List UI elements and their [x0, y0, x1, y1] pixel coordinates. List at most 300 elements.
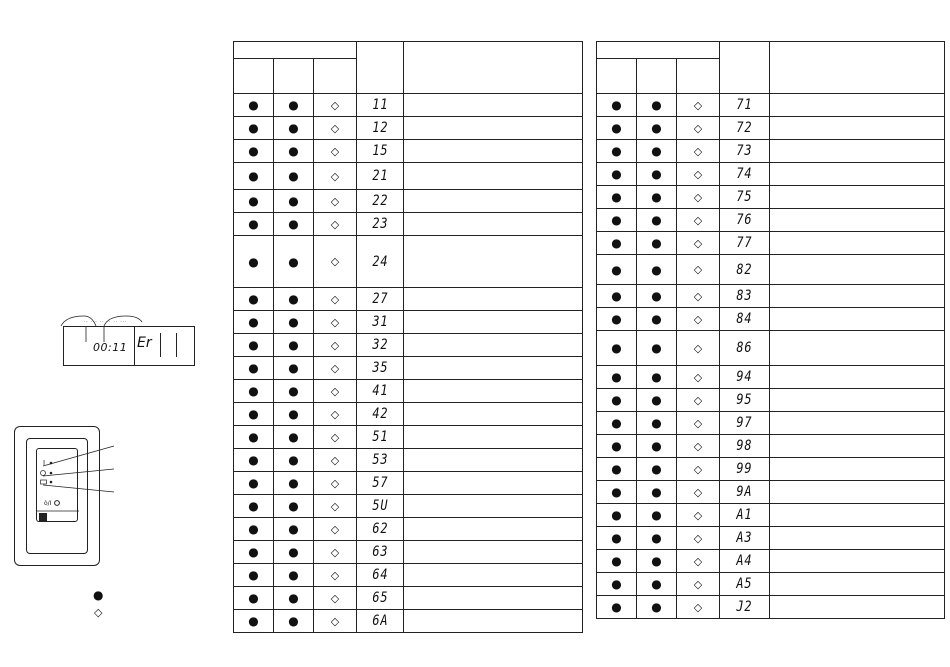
symbol-cell — [597, 186, 637, 209]
status-dot-icon: ● — [611, 98, 622, 112]
status-dot-icon: ● — [651, 312, 662, 326]
symbol-cell — [314, 163, 357, 190]
status-diamond-icon: ◇ — [330, 545, 340, 559]
status-diamond-icon: ◇ — [330, 98, 340, 112]
symbol-cell — [314, 472, 357, 495]
description-cell — [404, 495, 583, 518]
symbol-cell — [597, 527, 637, 550]
error-code: 9A — [736, 484, 753, 500]
symbol-cell — [357, 311, 404, 334]
table-body-left — [234, 42, 583, 633]
symbol-cell — [677, 255, 720, 285]
description-cell — [404, 334, 583, 357]
table-row — [597, 435, 945, 458]
error-code: 6A — [371, 613, 389, 629]
table-row — [597, 389, 945, 412]
status-dot-icon: ● — [651, 600, 662, 614]
description-cell — [770, 232, 945, 255]
symbol-cell — [274, 403, 314, 426]
status-dot-icon: ● — [651, 370, 662, 384]
symbol-cell — [274, 495, 314, 518]
symbol-cell — [274, 94, 314, 117]
status-dot-icon: ● — [248, 169, 259, 183]
status-dot-icon: ● — [611, 190, 622, 204]
table-row — [234, 190, 583, 213]
error-code: 84 — [736, 311, 753, 327]
table-row — [597, 596, 945, 619]
description-cell — [770, 94, 945, 117]
symbol-cell — [637, 94, 677, 117]
status-dot-icon: ● — [288, 315, 299, 329]
error-code: 24 — [371, 253, 389, 270]
symbol-cell — [274, 541, 314, 564]
symbol-cell — [677, 232, 720, 255]
status-diamond-icon: ◇ — [693, 236, 703, 250]
symbol-cell — [637, 596, 677, 619]
symbol-cell — [677, 94, 720, 117]
table-row — [234, 140, 583, 163]
error-code: 97 — [736, 415, 753, 431]
description-cell — [404, 587, 583, 610]
status-dot-icon: ● — [248, 568, 259, 582]
symbol-cell — [274, 357, 314, 380]
table-row — [597, 186, 945, 209]
symbol-cell — [637, 458, 677, 481]
status-diamond-icon: ◇ — [330, 217, 340, 231]
description-cell — [770, 366, 945, 389]
status-dot-icon: ● — [248, 361, 259, 375]
symbol-cell — [314, 403, 357, 426]
status-dot-icon: ● — [651, 554, 662, 568]
symbol-cell — [637, 308, 677, 331]
status-dot-icon: ● — [248, 499, 259, 513]
symbol-cell — [314, 541, 357, 564]
status-dot-icon: ● — [611, 167, 622, 181]
status-dot-icon: ● — [248, 522, 259, 536]
symbol-cell — [234, 610, 274, 633]
symbol-cell — [720, 140, 770, 163]
status-dot-icon: ● — [651, 462, 662, 476]
status-diamond-icon: ◇ — [693, 144, 703, 158]
error-code: 95 — [736, 392, 753, 408]
symbol-cell — [357, 334, 404, 357]
error-code: 12 — [371, 120, 389, 136]
symbol-cell — [597, 458, 637, 481]
description-cell — [770, 573, 945, 596]
status-dot-icon: ● — [248, 430, 259, 444]
symbol-cell — [274, 311, 314, 334]
status-dot-icon: ● — [248, 194, 259, 208]
symbol-cell — [677, 117, 720, 140]
description-cell — [770, 458, 945, 481]
error-code: 31 — [371, 314, 389, 330]
table-row — [597, 458, 945, 481]
description-cell — [404, 288, 583, 311]
symbol-cell — [234, 334, 274, 357]
table-row — [597, 504, 945, 527]
status-diamond-icon: ◇ — [330, 430, 340, 444]
symbol-cell — [597, 255, 637, 285]
status-dot-icon: ● — [288, 384, 299, 398]
symbol-cell — [677, 308, 720, 331]
error-code: 76 — [736, 212, 753, 228]
symbol-cell — [357, 541, 404, 564]
symbol-cell — [234, 357, 274, 380]
symbol-cell — [314, 190, 357, 213]
symbol-cell — [234, 403, 274, 426]
symbol-cell — [314, 117, 357, 140]
table-row — [597, 117, 945, 140]
status-dot-icon: ● — [651, 98, 662, 112]
status-dot-icon: ● — [651, 262, 662, 277]
symbol-cell — [637, 550, 677, 573]
description-cell — [404, 541, 583, 564]
error-code: 73 — [736, 143, 753, 159]
status-diamond-icon: ◇ — [693, 554, 703, 568]
description-cell — [404, 117, 583, 140]
status-diamond-icon: ◇ — [330, 568, 340, 582]
symbol-cell — [357, 140, 404, 163]
status-diamond-icon: ◇ — [330, 144, 340, 158]
symbol-cell — [597, 232, 637, 255]
symbol-cell — [677, 435, 720, 458]
symbol-cell — [357, 518, 404, 541]
description-cell — [770, 163, 945, 186]
symbol-cell — [274, 334, 314, 357]
error-code: A5 — [736, 576, 753, 592]
status-diamond-icon: ◇ — [330, 453, 340, 467]
status-dot-icon: ● — [248, 614, 259, 628]
symbol-cell — [234, 426, 274, 449]
symbol-cell — [637, 389, 677, 412]
symbol-cell — [597, 366, 637, 389]
status-dot-icon: ● — [248, 338, 259, 352]
table-row — [597, 285, 945, 308]
error-code: 94 — [736, 369, 753, 385]
header-cell — [234, 59, 274, 94]
symbol-cell — [677, 140, 720, 163]
status-diamond-icon: ◇ — [693, 370, 703, 384]
status-diamond-icon: ◇ — [693, 167, 703, 181]
status-diamond-icon: ◇ — [330, 121, 340, 135]
symbol-cell — [357, 380, 404, 403]
legend-dot-icon: ● — [93, 588, 104, 602]
symbol-cell — [234, 564, 274, 587]
status-dot-icon: ● — [248, 407, 259, 421]
symbol-cell — [720, 366, 770, 389]
error-code: 82 — [736, 261, 753, 278]
symbol-cell — [720, 527, 770, 550]
table-row — [234, 94, 583, 117]
symbol-cell — [234, 190, 274, 213]
error-code: 51 — [371, 429, 389, 445]
status-diamond-icon: ◇ — [330, 169, 340, 183]
status-dot-icon: ● — [288, 121, 299, 135]
symbol-cell — [234, 117, 274, 140]
error-code: A4 — [736, 553, 753, 569]
symbol-cell — [597, 596, 637, 619]
symbol-cell — [720, 308, 770, 331]
description-cell — [404, 94, 583, 117]
error-code: 63 — [371, 544, 389, 560]
status-dot-icon: ● — [288, 476, 299, 490]
symbol-cell — [314, 213, 357, 236]
symbol-cell — [274, 117, 314, 140]
table-row — [597, 163, 945, 186]
symbol-cell — [677, 186, 720, 209]
status-dot-icon: ● — [288, 568, 299, 582]
symbol-cell — [314, 449, 357, 472]
header-description-cell — [404, 42, 583, 94]
description-cell — [770, 481, 945, 504]
description-cell — [404, 564, 583, 587]
status-dot-icon: ● — [248, 144, 259, 158]
status-dot-icon: ● — [248, 591, 259, 605]
table-row — [234, 541, 583, 564]
symbol-cell — [720, 331, 770, 366]
status-dot-icon: ● — [651, 416, 662, 430]
table-row — [597, 308, 945, 331]
status-dot-icon: ● — [288, 499, 299, 513]
status-dot-icon: ● — [651, 144, 662, 158]
description-cell — [770, 389, 945, 412]
table-row — [597, 255, 945, 285]
symbol-cell — [677, 366, 720, 389]
symbol-cell — [720, 458, 770, 481]
table-row — [234, 495, 583, 518]
status-dot-icon: ● — [288, 254, 299, 269]
table-row — [597, 366, 945, 389]
status-diamond-icon: ◇ — [330, 614, 340, 628]
table-row — [597, 140, 945, 163]
error-code: 77 — [736, 235, 753, 251]
lcd-code: 00:11 — [93, 341, 128, 354]
symbol-cell — [597, 308, 637, 331]
status-dot-icon: ● — [651, 190, 662, 204]
status-dot-icon: ● — [288, 338, 299, 352]
symbol-cell — [720, 550, 770, 573]
status-diamond-icon: ◇ — [693, 98, 703, 112]
status-dot-icon: ● — [611, 289, 622, 303]
status-dot-icon: ● — [288, 614, 299, 628]
status-dot-icon: ● — [611, 121, 622, 135]
status-diamond-icon: ◇ — [330, 361, 340, 375]
description-cell — [770, 117, 945, 140]
status-diamond-icon: ◇ — [693, 213, 703, 227]
symbol-cell — [357, 472, 404, 495]
status-dot-icon: ● — [611, 577, 622, 591]
symbol-cell — [597, 285, 637, 308]
left-panel — [0, 0, 225, 667]
status-dot-icon: ● — [611, 236, 622, 250]
error-code: 75 — [736, 189, 753, 205]
status-diamond-icon: ◇ — [693, 263, 703, 276]
status-dot-icon: ● — [651, 393, 662, 407]
symbol-cell — [234, 518, 274, 541]
description-cell — [770, 186, 945, 209]
table-row — [234, 449, 583, 472]
symbol-cell — [357, 587, 404, 610]
table-row — [597, 481, 945, 504]
symbol-cell — [597, 435, 637, 458]
lcd-display — [63, 319, 195, 366]
table-row — [234, 213, 583, 236]
header-cell — [314, 59, 357, 94]
status-diamond-icon: ◇ — [330, 292, 340, 306]
status-dot-icon: ● — [248, 217, 259, 231]
status-diamond-icon: ◇ — [693, 416, 703, 430]
description-cell — [770, 209, 945, 232]
description-cell — [770, 412, 945, 435]
description-cell — [404, 449, 583, 472]
symbol-cell — [274, 213, 314, 236]
status-dot-icon: ● — [288, 545, 299, 559]
symbol-cell — [274, 380, 314, 403]
status-diamond-icon: ◇ — [330, 522, 340, 536]
symbol-cell — [720, 596, 770, 619]
description-cell — [770, 435, 945, 458]
symbol-cell — [314, 94, 357, 117]
symbol-cell — [597, 481, 637, 504]
error-code: A1 — [736, 507, 753, 523]
symbol-cell — [677, 481, 720, 504]
description-cell — [404, 311, 583, 334]
header-group-cell — [234, 42, 357, 59]
symbol-cell — [637, 435, 677, 458]
status-diamond-icon: ◇ — [693, 531, 703, 545]
status-dot-icon: ● — [288, 217, 299, 231]
symbol-cell — [677, 285, 720, 308]
status-diamond-icon: ◇ — [693, 485, 703, 499]
error-code: 98 — [736, 438, 753, 454]
symbol-cell — [720, 285, 770, 308]
symbol-cell — [357, 449, 404, 472]
status-dot-icon: ● — [288, 453, 299, 467]
symbol-cell — [234, 163, 274, 190]
symbol-cell — [274, 472, 314, 495]
symbol-cell — [720, 435, 770, 458]
symbol-cell — [720, 412, 770, 435]
status-diamond-icon: ◇ — [693, 577, 703, 591]
symbol-cell — [357, 288, 404, 311]
symbol-cell — [637, 186, 677, 209]
table-row — [234, 564, 583, 587]
table-row — [234, 236, 583, 288]
symbol-cell — [597, 389, 637, 412]
symbol-cell — [274, 518, 314, 541]
error-code: A3 — [736, 530, 753, 546]
table-row — [597, 209, 945, 232]
symbol-cell — [720, 186, 770, 209]
symbol-cell — [677, 163, 720, 186]
symbol-cell — [637, 140, 677, 163]
symbol-cell — [274, 449, 314, 472]
lcd-error-label: Er — [137, 335, 152, 351]
status-dot-icon: ● — [611, 144, 622, 158]
status-dot-icon: ● — [288, 194, 299, 208]
symbol-cell — [314, 564, 357, 587]
symbol-cell — [720, 255, 770, 285]
symbol-cell — [677, 331, 720, 366]
symbol-cell — [357, 610, 404, 633]
description-cell — [404, 213, 583, 236]
status-diamond-icon: ◇ — [693, 121, 703, 135]
symbol-cell — [637, 232, 677, 255]
lcd-divider — [134, 327, 135, 365]
status-dot-icon: ● — [611, 485, 622, 499]
table-row — [234, 426, 583, 449]
table-row — [234, 163, 583, 190]
symbol-cell — [637, 527, 677, 550]
symbol-cell — [637, 285, 677, 308]
description-cell — [770, 285, 945, 308]
status-dot-icon: ● — [611, 213, 622, 227]
description-cell — [770, 550, 945, 573]
error-code: 5U — [371, 498, 389, 514]
symbol-cell — [677, 550, 720, 573]
header-cell — [597, 59, 637, 94]
description-cell — [770, 140, 945, 163]
error-code: 53 — [371, 452, 389, 468]
status-dot-icon: ● — [651, 121, 662, 135]
status-diamond-icon: ◇ — [330, 476, 340, 490]
symbol-cell — [357, 163, 404, 190]
symbol-cell — [637, 209, 677, 232]
error-code: 72 — [736, 120, 753, 136]
symbol-cell — [677, 504, 720, 527]
error-code: 27 — [371, 291, 389, 307]
status-diamond-icon: ◇ — [330, 591, 340, 605]
symbol-cell — [637, 481, 677, 504]
error-code: 74 — [736, 166, 753, 182]
status-dot-icon: ● — [611, 416, 622, 430]
status-dot-icon: ● — [611, 262, 622, 277]
status-dot-icon: ● — [288, 98, 299, 112]
symbol-cell — [637, 504, 677, 527]
description-cell — [770, 308, 945, 331]
error-code: 65 — [371, 590, 389, 606]
symbol-cell — [314, 311, 357, 334]
status-diamond-icon: ◇ — [330, 338, 340, 352]
error-code: 42 — [371, 406, 389, 422]
error-code: 57 — [371, 475, 389, 491]
description-cell — [404, 236, 583, 288]
symbol-cell — [720, 389, 770, 412]
symbol-cell — [314, 495, 357, 518]
symbol-cell — [720, 209, 770, 232]
status-dot-icon: ● — [651, 531, 662, 545]
symbol-cell — [314, 288, 357, 311]
symbol-cell — [720, 163, 770, 186]
symbol-cell — [314, 236, 357, 288]
error-code: 71 — [736, 97, 753, 113]
table-row — [234, 288, 583, 311]
status-dot-icon: ● — [651, 439, 662, 453]
status-dot-icon: ● — [248, 292, 259, 306]
symbol-cell — [357, 495, 404, 518]
indicator-callout-lines — [14, 426, 134, 566]
symbol-cell — [597, 412, 637, 435]
lcd-segment — [160, 333, 161, 357]
error-code: 41 — [371, 383, 389, 399]
status-dot-icon: ● — [248, 254, 259, 269]
status-dot-icon: ● — [248, 476, 259, 490]
symbol-cell — [597, 550, 637, 573]
symbol-cell — [314, 357, 357, 380]
status-dot-icon: ● — [611, 341, 622, 355]
table-row — [597, 527, 945, 550]
table-row — [597, 573, 945, 596]
